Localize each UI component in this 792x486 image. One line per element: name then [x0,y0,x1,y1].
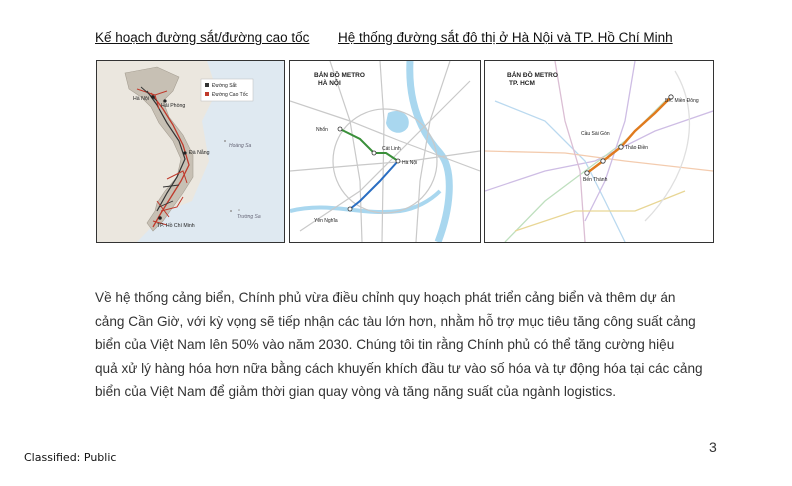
legend-rail-swatch [205,83,209,87]
legend-rail: Đường Sắt [212,83,237,89]
hcmc-map-title-2: TP. HCM [509,80,535,87]
station-cat-linh: Cát Linh [382,146,401,152]
paragraph-line: biển của Việt Nam để giảm thời gian quay vòng và tăng năng suất của ngành logistics. [95,384,617,400]
label-hcmc: TP. Hồ Chí Minh [157,223,195,229]
paragraph-line: cảng Cần Giờ, với kỳ vọng sẽ tiếp nhận các tàu lớn hơn, nhằm hỗ trợ mục tiêu tăng công suất cảng [95,313,696,329]
label-hoangsa: Hoàng Sa [229,143,252,149]
heading-urban-rail: Hệ thống đường sắt đô thị ở Hà Nội và TP. Hồ Chí Minh [338,30,673,45]
vietnam-map-svg [97,61,284,242]
station-nhon: Nhổn [316,127,328,133]
page-number: 3 [709,439,717,455]
heading-rail-highway-plan: Kế hoạch đường sắt/đường cao tốc [95,30,310,45]
vietnam-rail-highway-map [96,60,285,243]
legend-highway: Đường Cao Tốc [212,92,248,98]
label-truongsa: Trường Sa [237,214,261,220]
hanoi-map-title-2: HÀ NỘI [318,80,341,87]
station-ben-thanh: Bến Thành [583,177,608,183]
label-hanoi: Hà Nội [133,96,149,102]
hanoi-metro-svg [290,61,480,242]
station-yen-nghia: Yên Nghĩa [314,218,338,224]
paragraph-line: quả xử lý hàng hóa hơn nữa bằng cách khuyến khích đầu tư vào số hóa và tự động hóa tại các cảng [95,360,703,376]
hcmc-map-title-1: BẢN ĐỒ METRO [507,72,558,79]
paragraph-line: biển của Việt Nam lên 50% vào năm 2030. Chúng tôi tin rằng Chính phủ có thể tăng cường hiệu [95,337,675,353]
paragraph-line: Về hệ thống cảng biển, Chính phủ vừa điều chỉnh quy hoạch phát triển cảng biển và thêm dự án [95,290,676,305]
hcmc-metro-map [484,60,714,243]
hanoi-map-title-1: BẢN ĐỒ METRO [314,72,365,79]
label-danang: Đà Nẵng [189,150,210,156]
hanoi-metro-map [289,60,481,243]
label-haiphong: Hải Phòng [161,103,186,109]
station-thao-dien: Thảo Điền [625,145,649,151]
station-cau-sai-gon: Cầu Sài Gòn [581,131,610,137]
station-ha-noi: Hà Nội [402,160,418,166]
station-bx-mien-dong: BX. Miền Đông [665,98,699,104]
legend-highway-swatch [205,92,209,96]
body-paragraph [95,286,725,404]
classification-label: Classified: Public [24,451,117,464]
hcmc-metro-svg [485,61,713,242]
